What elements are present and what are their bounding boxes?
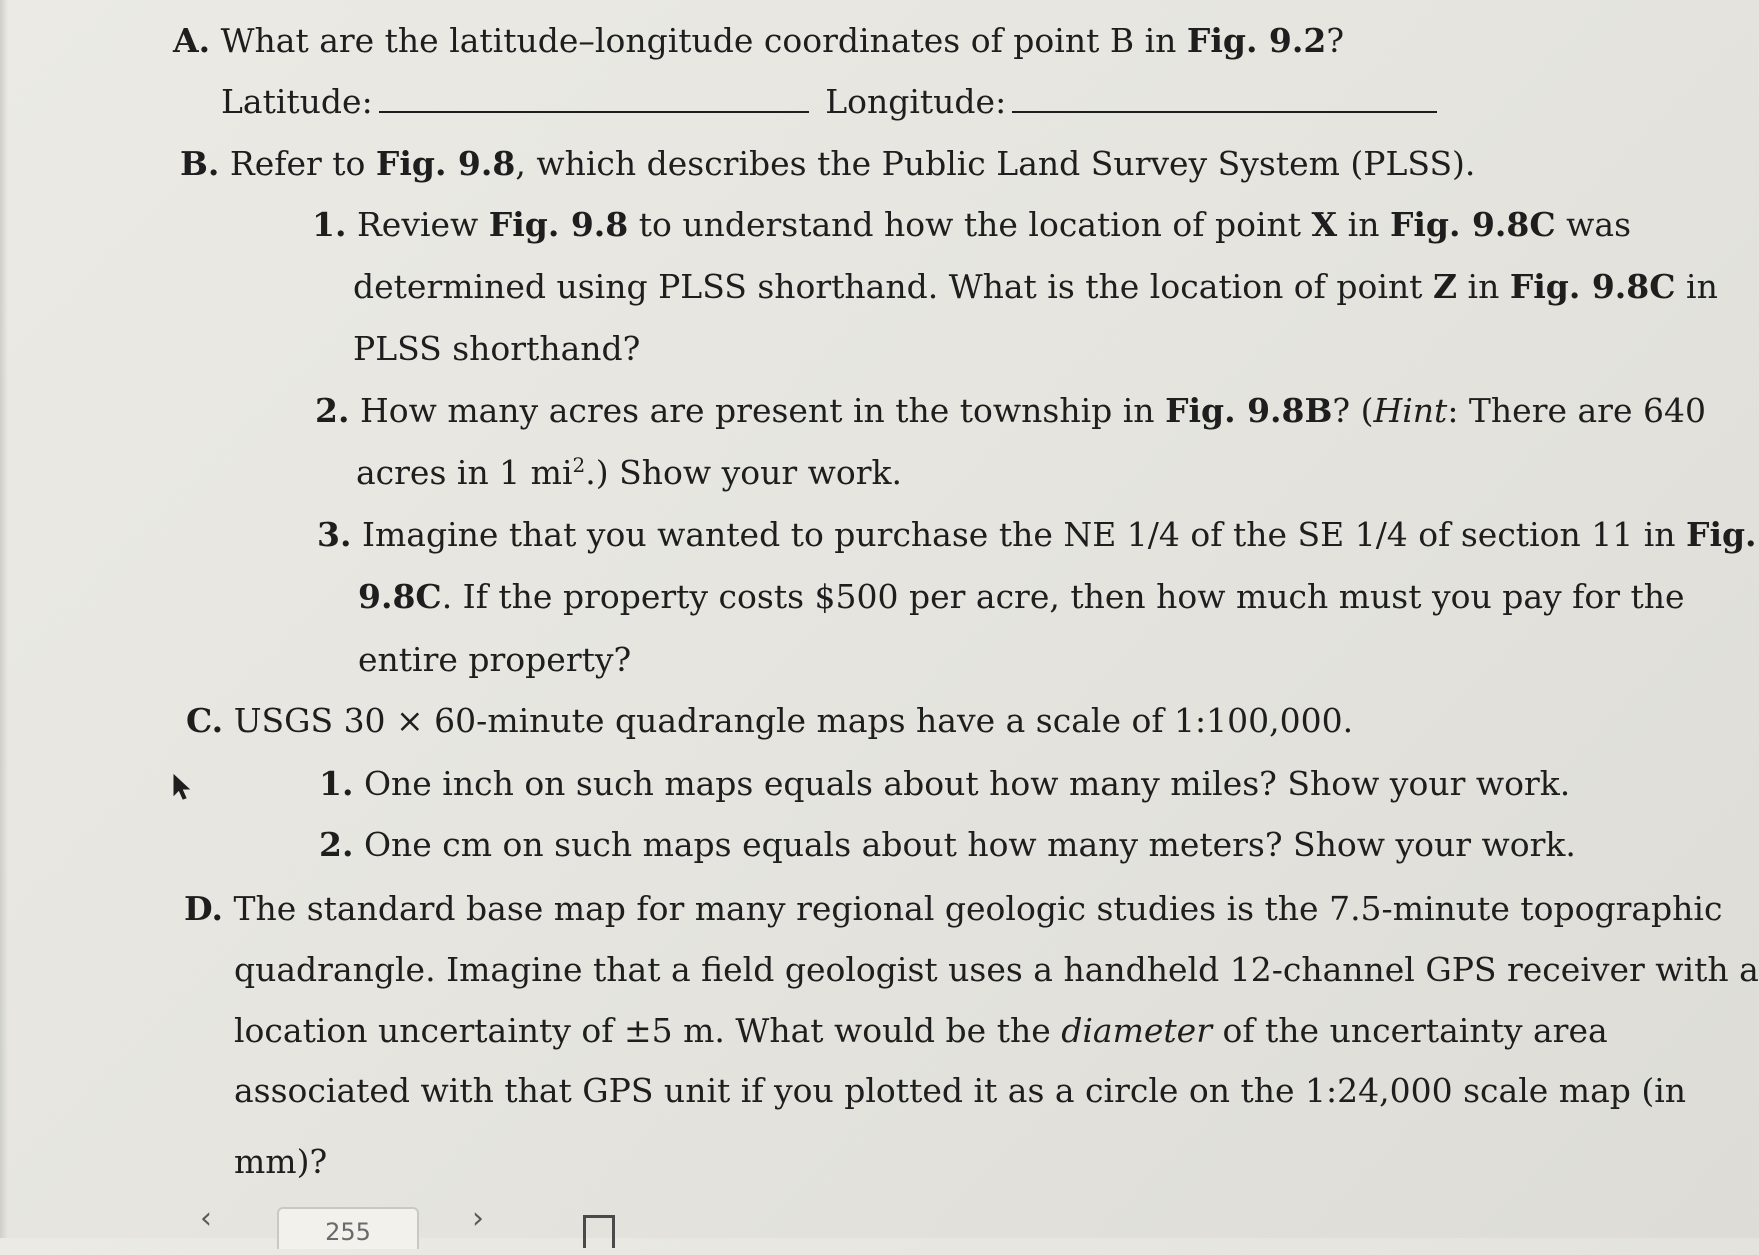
latitude-answer-blank[interactable] [379,101,809,113]
question-b2-text: acres in 1 mi [356,453,573,492]
question-c-label: C. [186,701,224,740]
diameter-emphasis: diameter [1061,1011,1212,1050]
question-b1-fig-ref: Fig. 9.8C [1389,205,1556,244]
question-b3-fig-ref: 9.8C [358,577,442,616]
question-b1-text: to understand how the location of point [628,205,1312,244]
question-b3-line-2 [358,577,1685,617]
question-b3-line-1 [317,515,1757,555]
question-c1-text: One inch on such maps equals about how many miles? Show your work. [363,764,1571,803]
question-d-line-1 [184,889,1722,929]
longitude-label: Longitude: [825,82,1007,121]
question-b-fig-ref: Fig. 9.8 [375,144,516,183]
question-b3-text: entire property? [358,640,632,679]
question-b2-text: : There are 640 [1447,391,1706,430]
question-b1-text: in [1675,267,1718,306]
question-b3-text: . If the property costs $500 per acre, then how much must you pay for the [441,577,1685,616]
question-b1-number: 1. [312,205,347,244]
point-z-ref: Z [1432,267,1458,306]
page-navigation-bar [180,1195,640,1246]
question-b1-text: determined using PLSS shorthand. What is the location of point [353,267,1433,306]
question-d-text: location uncertainty of ±5 m. What would be the [234,1011,1062,1050]
question-b2-text: .) Show your work. [585,453,902,492]
question-b2-line-2 [356,453,902,493]
question-a-label: A. [173,21,211,60]
question-b2-fig-ref: Fig. 9.8B [1165,391,1333,430]
question-b1-text: in [1337,205,1390,244]
question-a-fig-ref: Fig. 9.2 [1186,21,1327,60]
question-b1-text: was [1555,205,1632,244]
question-b1-text: PLSS shorthand? [353,329,641,368]
question-d-label: D. [184,889,223,928]
question-c1-number: 1. [319,764,354,803]
question-b1-line-1 [312,205,1631,245]
question-b [180,144,1475,184]
page-edge-shadow [0,0,8,1238]
question-d-text: mm)? [234,1142,328,1181]
question-b-text: Refer to [229,144,376,183]
superscript-two: 2 [572,453,586,477]
question-c2-number: 2. [319,825,354,864]
question-b-label: B. [180,144,220,183]
point-x-ref: X [1311,205,1338,244]
question-b3-fig-ref: Fig. [1686,515,1757,554]
page-number-field[interactable]: 255 [277,1207,419,1249]
question-d-text: The standard base map for many regional geologic studies is the 7.5-minute topographic [233,889,1723,928]
prev-page-icon[interactable]: ‹ [200,1201,212,1236]
next-page-icon[interactable]: › [472,1201,484,1236]
question-b1-line-3 [353,329,640,369]
question-d-line-3 [234,1011,1608,1051]
question-b2-number: 2. [315,391,350,430]
question-b1-fig-ref: Fig. 9.8C [1509,267,1676,306]
question-c2-text: One cm on such maps equals about how many meters? Show your work. [363,825,1576,864]
question-d-line-4 [234,1071,1686,1111]
question-a-text: What are the latitude–longitude coordinates of point B in [220,21,1187,60]
question-b2-text: ? ( [1332,391,1374,430]
question-b3-text: Imagine that you wanted to purchase the NE 1/4 of the SE 1/4 of section 11 in [361,515,1687,554]
question-d-text: of the uncertainty area [1211,1011,1608,1050]
question-d-line-2 [234,950,1759,990]
latitude-label: Latitude: [221,82,373,121]
question-c2 [319,825,1576,865]
question-b3-line-3 [358,640,631,680]
question-d-text: associated with that GPS unit if you plotted it as a circle on the 1:24,000 scale map (in [234,1071,1687,1110]
longitude-answer-blank[interactable] [1012,101,1437,113]
answer-row-a [221,82,1443,122]
question-b1-text: Review [356,205,489,244]
question-c [186,701,1353,741]
question-c-text: USGS 30 × 60-minute quadrangle maps have a scale of 1:100,000. [233,701,1354,740]
question-a-end: ? [1326,21,1345,60]
question-c1 [319,764,1570,804]
question-d-text: quadrangle. Imagine that a field geologist uses a handheld 12-channel GPS receiver with a [234,950,1759,989]
question-b1-fig-ref: Fig. 9.8 [488,205,629,244]
question-b1-text: in [1457,267,1510,306]
question-b3-number: 3. [317,515,352,554]
question-b2-text: How many acres are present in the township in [359,391,1166,430]
question-d-line-5 [234,1142,327,1182]
question-a [173,21,1344,61]
bookmark-icon[interactable] [583,1215,615,1248]
question-b2-line-1 [315,391,1706,431]
question-b1-line-2 [353,267,1718,307]
question-b-text-end: , which describes the Public Land Survey System (PLSS). [515,144,1476,183]
hint-label: Hint [1373,391,1448,430]
